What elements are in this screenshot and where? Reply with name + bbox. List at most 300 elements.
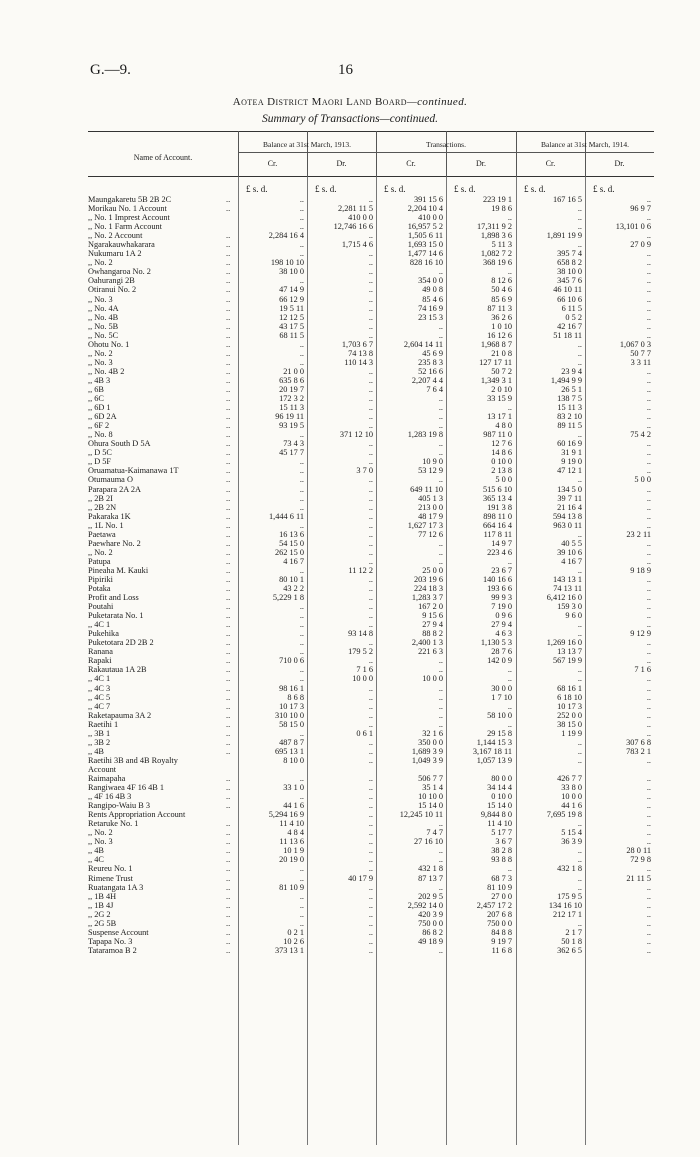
amount-cell-c2: 49 0 8 [422, 285, 443, 295]
table-row [88, 385, 654, 394]
amount-cell-d3: .. [646, 755, 651, 765]
table-row [88, 195, 654, 204]
amount-cell-c3: .. [577, 529, 582, 539]
account-name: Paetawa [88, 529, 116, 539]
amount-cell-c1: 198 10 10 [270, 258, 304, 268]
amount-cell-c1: .. [299, 520, 304, 530]
amount-cell-c2: .. [438, 439, 443, 449]
amount-cell-c1: .. [299, 502, 304, 512]
table-row [88, 620, 654, 629]
amount-cell-d3: .. [646, 810, 651, 820]
amount-cell-c1: 310 10 0 [274, 710, 304, 720]
leader-dots: .. [226, 918, 231, 928]
amount-cell-d2: 50 4 6 [491, 285, 512, 295]
leader-dots: .. [226, 448, 231, 458]
amount-cell-d1: .. [368, 891, 373, 901]
amount-cell-d2: 223 19 1 [482, 195, 512, 204]
cr-trans-header: Cr. [406, 159, 416, 168]
amount-cell-c1: .. [299, 357, 304, 367]
table-row [88, 937, 654, 946]
table-row [88, 702, 654, 711]
amount-cell-d2: 85 6 9 [491, 294, 512, 304]
amount-cell-c2: 202 9 5 [418, 891, 443, 901]
table-row [88, 792, 654, 801]
amount-cell-d2: 17,311 9 2 [477, 222, 512, 232]
currency-units: £ s. d. [246, 184, 268, 194]
amount-cell-d2: .. [507, 403, 512, 413]
amount-cell-c3: 68 16 1 [557, 683, 582, 693]
amount-cell-d2: 3 6 7 [495, 837, 512, 847]
account-name: Tapapa No. 3 [88, 936, 133, 946]
amount-cell-d3: .. [646, 249, 651, 259]
amount-cell-d2: 19 8 6 [491, 204, 512, 214]
table-row [88, 711, 654, 720]
amount-cell-c1: 68 11 5 [279, 330, 304, 340]
amount-cell-d3: .. [646, 647, 651, 657]
table-row [88, 611, 654, 620]
amount-cell-c1: .. [299, 918, 304, 928]
amount-cell-c1: 10 1 9 [283, 846, 304, 856]
amount-cell-d1: .. [368, 656, 373, 666]
amount-cell-c1: .. [299, 647, 304, 657]
amount-cell-d3: .. [646, 330, 651, 340]
amount-cell-d1: .. [368, 312, 373, 322]
account-name: ,, 6C [88, 394, 104, 404]
amount-cell-c3: 1,494 9 9 [550, 375, 582, 385]
table-row [88, 756, 654, 765]
table-row [88, 530, 654, 539]
amount-cell-d1: .. [368, 593, 373, 603]
amount-cell-d3: .. [646, 375, 651, 385]
amount-cell-c1: 12 12 5 [279, 312, 304, 322]
account-name: ,, 1L No. 1 [88, 520, 124, 530]
table-row [88, 539, 654, 548]
amount-cell-c1: 695 13 1 [274, 746, 304, 756]
amount-cell-d1: .. [368, 683, 373, 693]
amount-cell-d2: 87 11 3 [487, 303, 512, 313]
amount-cell-d2: 16 12 6 [487, 330, 512, 340]
account-name: ,, No. 8 [88, 430, 113, 440]
leader-dots: .. [226, 855, 231, 865]
amount-cell-d1: .. [368, 584, 373, 594]
table-row [88, 448, 654, 457]
account-name: ,, 1B 4H [88, 891, 117, 901]
amount-cell-c1: .. [299, 484, 304, 494]
amount-cell-c3: 134 5 0 [557, 484, 582, 494]
table-row [88, 819, 654, 828]
account-name: Account [88, 764, 117, 774]
currency-units: £ s. d. [454, 184, 476, 194]
amount-cell-c2: 405 1 3 [418, 493, 443, 503]
table-row [88, 548, 654, 557]
amount-cell-c3: 50 1 8 [561, 936, 582, 946]
amount-cell-d1: .. [368, 267, 373, 277]
leader-dots: .. [226, 819, 231, 829]
amount-cell-c1: .. [299, 222, 304, 232]
amount-cell-c1: .. [299, 348, 304, 358]
amount-cell-d3: .. [646, 448, 651, 458]
amount-cell-d3: 21 11 5 [626, 873, 651, 883]
amount-cell-d1: 74 13 8 [348, 348, 373, 358]
amount-cell-d1: .. [368, 746, 373, 756]
amount-cell-d2: 2 13 8 [491, 466, 512, 476]
account-name: Poutahi [88, 602, 114, 612]
amount-cell-c1: 44 1 6 [283, 801, 304, 811]
amount-cell-c1: 8 6 8 [287, 692, 304, 702]
account-name: ,, 1B 4J [88, 900, 114, 910]
amount-cell-c2: 1,283 3 7 [411, 593, 443, 603]
account-name: ,, 6B [88, 384, 104, 394]
amount-cell-c1: 96 19 11 [275, 412, 304, 422]
account-name: ,, No. 2 [88, 547, 113, 557]
amount-cell-c1: 38 10 0 [279, 267, 304, 277]
table-row [88, 267, 654, 276]
amount-cell-d2: 365 13 4 [482, 493, 512, 503]
table-row [88, 521, 654, 530]
amount-cell-c2: .. [438, 321, 443, 331]
title-main: Aotea District Maori Land Board [232, 96, 407, 108]
amount-cell-c1: .. [299, 430, 304, 440]
account-name: Paewhare No. 2 [88, 538, 141, 548]
amount-cell-d2: 80 0 0 [491, 774, 512, 783]
amount-cell-d1: 0 6 1 [356, 728, 373, 738]
table-row [88, 665, 654, 674]
amount-cell-c2: .. [438, 683, 443, 693]
table-row [88, 485, 654, 494]
amount-cell-d1: .. [368, 611, 373, 621]
amount-cell-c1: 4 8 4 [287, 828, 304, 838]
amount-cell-d3: 5 0 0 [634, 475, 651, 485]
amount-cell-d3: 783 2 1 [626, 746, 651, 756]
amount-cell-c2: 74 16 9 [418, 303, 443, 313]
amount-cell-c2: .. [438, 846, 443, 856]
leader-dots: .. [226, 502, 231, 512]
amount-cell-d2: 28 7 6 [491, 647, 512, 657]
table-row [88, 322, 654, 331]
table-row [88, 349, 654, 358]
table-row [88, 855, 654, 864]
amount-cell-d3: .. [646, 412, 651, 422]
amount-cell-c1: 20 19 7 [279, 384, 304, 394]
table-row [88, 720, 654, 729]
amount-cell-c3: 0 5 2 [565, 312, 582, 322]
amount-cell-d2: 9 19 7 [491, 936, 512, 946]
amount-cell-c3: 36 3 9 [561, 837, 582, 847]
amount-cell-d2: 38 2 8 [491, 846, 512, 856]
amount-cell-c2: 25 0 0 [422, 565, 443, 575]
amount-cell-d1: 1,715 4 6 [341, 240, 373, 250]
table-row [88, 846, 654, 855]
amount-cell-c2: 53 12 9 [418, 466, 443, 476]
amount-cell-d2: 58 10 0 [487, 710, 512, 720]
leader-dots: .. [226, 701, 231, 711]
amount-cell-d3: .. [646, 584, 651, 594]
leader-dots: .. [226, 375, 231, 385]
amount-cell-c3: 5 15 4 [561, 828, 582, 838]
amount-cell-c2: 10 0 0 [422, 674, 443, 684]
leader-dots: .. [226, 565, 231, 575]
amount-cell-c3: .. [577, 565, 582, 575]
amount-cell-c1: 81 10 9 [279, 882, 304, 892]
amount-cell-c1: .. [299, 204, 304, 214]
amount-cell-c2: .. [438, 448, 443, 458]
amount-cell-d2: 1 0 10 [491, 321, 512, 331]
leader-dots: .. [226, 746, 231, 756]
amount-cell-d1: .. [368, 511, 373, 521]
amount-cell-c3: .. [577, 819, 582, 829]
amount-cell-c2: .. [438, 538, 443, 548]
amount-cell-c1: 10 17 3 [279, 701, 304, 711]
amount-cell-d3: .. [646, 285, 651, 295]
leader-dots: .. [226, 538, 231, 548]
amount-cell-c3: 1,269 16 0 [546, 638, 582, 648]
table-row [88, 783, 654, 792]
leader-dots: .. [226, 792, 231, 802]
amount-cell-c1: 93 19 5 [279, 421, 304, 431]
amount-cell-c1: 16 13 6 [279, 529, 304, 539]
account-name: ,, 4C [88, 855, 104, 865]
leader-dots: .. [226, 258, 231, 268]
amount-cell-c1: .. [299, 213, 304, 223]
amount-cell-c1: .. [299, 240, 304, 250]
amount-cell-d2: 11 4 10 [487, 819, 512, 829]
account-name: Raetihi 3B and 4B Royalty [88, 755, 178, 765]
amount-cell-d3: .. [646, 421, 651, 431]
amount-cell-d1: .. [368, 195, 373, 204]
amount-cell-d1: .. [368, 375, 373, 385]
table-header [88, 131, 654, 177]
amount-cell-c2: 1,693 15 0 [407, 240, 443, 250]
leader-dots: .. [226, 783, 231, 793]
amount-cell-d3: 9 12 9 [630, 629, 651, 639]
amount-cell-c3: .. [577, 339, 582, 349]
amount-cell-d2: 140 16 6 [482, 574, 512, 584]
amount-cell-d1: .. [368, 421, 373, 431]
account-name: Pineaha M. Kauki [88, 565, 149, 575]
amount-cell-d3: .. [646, 520, 651, 530]
amount-cell-c1: 5,294 16 9 [268, 810, 304, 820]
leader-dots: .. [226, 384, 231, 394]
table-row [88, 258, 654, 267]
account-name: Oahurangi 2B [88, 276, 135, 286]
amount-cell-c1: 45 17 7 [279, 448, 304, 458]
leader-dots: .. [226, 846, 231, 856]
amount-cell-d3: .. [646, 267, 651, 277]
amount-cell-d1: .. [368, 448, 373, 458]
amount-cell-d3: 72 9 8 [630, 855, 651, 865]
amount-cell-c2: 45 6 9 [422, 348, 443, 358]
table-row [88, 656, 654, 665]
amount-cell-d3: .. [646, 792, 651, 802]
account-name: Profit and Loss [88, 593, 139, 603]
account-name: ,, No. 2 [88, 828, 113, 838]
table-row [88, 828, 654, 837]
table-row [88, 240, 654, 249]
account-name: Reureu No. 1 [88, 864, 133, 874]
document-reference: G.—9. [90, 62, 131, 78]
amount-cell-d3: 28 0 11 [626, 846, 651, 856]
amount-cell-d3: .. [646, 674, 651, 684]
amount-cell-d2: 664 16 4 [482, 520, 512, 530]
table-row [88, 430, 654, 439]
amount-cell-c2: 9 15 6 [422, 611, 443, 621]
amount-cell-c1: 66 12 9 [279, 294, 304, 304]
amount-cell-d3: .. [646, 936, 651, 946]
amount-cell-d3: .. [646, 303, 651, 313]
amount-cell-d3: 3 3 11 [630, 357, 651, 367]
amount-cell-d3: 75 4 2 [630, 430, 651, 440]
amount-cell-d3: .. [646, 276, 651, 286]
leader-dots: .. [226, 475, 231, 485]
amount-cell-c3: 46 10 11 [553, 285, 582, 295]
amount-cell-c2: 354 0 0 [418, 276, 443, 286]
amount-cell-d1: .. [368, 574, 373, 584]
amount-cell-d1: .. [368, 855, 373, 865]
table-row [88, 376, 654, 385]
amount-cell-d2: 2,457 17 2 [476, 900, 512, 910]
amount-cell-c3: 83 2 10 [557, 412, 582, 422]
leader-dots: .. [226, 195, 231, 204]
account-name: ,, 6D 2A [88, 412, 117, 422]
amount-cell-c3: 60 16 9 [557, 439, 582, 449]
amount-cell-d1: .. [368, 249, 373, 259]
amount-cell-d2: 2 0 10 [491, 384, 512, 394]
amount-cell-d1: 40 17 9 [348, 873, 373, 883]
amount-cell-d1: 2,281 11 5 [338, 204, 373, 214]
amount-cell-c3: .. [577, 755, 582, 765]
amount-cell-d2: 1 7 10 [491, 692, 512, 702]
currency-units: £ s. d. [384, 184, 406, 194]
amount-cell-d1: .. [368, 620, 373, 630]
amount-cell-d3: .. [646, 547, 651, 557]
account-name: Puketotara 2D 2B 2 [88, 638, 154, 648]
amount-cell-c3: 395 7 4 [557, 249, 582, 259]
account-name: ,, No. 1 Imprest Account [88, 213, 170, 223]
table-body [88, 195, 654, 955]
amount-cell-d1: .. [368, 737, 373, 747]
amount-cell-d1: .. [368, 303, 373, 313]
account-name: ,, 4C 7 [88, 701, 111, 711]
amount-cell-d3: .. [646, 366, 651, 376]
account-name: ,, 4F 16 4B 3 [88, 792, 132, 802]
amount-cell-c1: 33 1 0 [283, 783, 304, 793]
amount-cell-d2: 81 10 9 [487, 882, 512, 892]
leader-dots: .. [226, 692, 231, 702]
amount-cell-c1: 80 10 1 [279, 574, 304, 584]
amount-cell-c1: .. [299, 864, 304, 874]
amount-cell-d1: .. [368, 547, 373, 557]
leader-dots: .. [226, 339, 231, 349]
table-row [88, 358, 654, 367]
amount-cell-c2: 86 8 2 [422, 927, 443, 937]
table-row [88, 475, 654, 484]
leader-dots: .. [226, 891, 231, 901]
amount-cell-d2: 0 9 6 [495, 611, 512, 621]
amount-cell-d3: .. [646, 611, 651, 621]
amount-cell-c2: 2,604 14 11 [403, 339, 443, 349]
amount-cell-c1: 20 19 0 [279, 855, 304, 865]
leader-dots: .. [226, 882, 231, 892]
amount-cell-c2: 213 0 0 [418, 502, 443, 512]
amount-cell-d1: .. [368, 900, 373, 910]
leader-dots: .. [226, 330, 231, 340]
account-name: ,, 4B [88, 846, 104, 856]
amount-cell-c1: .. [299, 909, 304, 919]
table-row [88, 901, 654, 910]
amount-cell-d1: .. [368, 936, 373, 946]
table-row [88, 684, 654, 693]
amount-cell-d1: .. [368, 529, 373, 539]
amount-cell-d3: .. [646, 891, 651, 901]
account-name: ,, 3B 2 [88, 737, 111, 747]
amount-cell-c2: 391 15 6 [413, 195, 443, 204]
amount-cell-d3: 307 6 8 [626, 737, 651, 747]
amount-cell-d1: .. [368, 864, 373, 874]
amount-cell-d3: 1,067 0 3 [619, 339, 651, 349]
leader-dots: .. [226, 611, 231, 621]
amount-cell-c2: 27 16 10 [413, 837, 443, 847]
amount-cell-c3: 40 5 5 [561, 538, 582, 548]
amount-cell-c3: .. [577, 846, 582, 856]
leader-dots: .. [226, 457, 231, 467]
amount-cell-d1: .. [368, 394, 373, 404]
amount-cell-d3: .. [646, 384, 651, 394]
table-row [88, 331, 654, 340]
leader-dots: .. [226, 276, 231, 286]
amount-cell-c2: 506 7 7 [418, 774, 443, 783]
amount-cell-c1: 19 5 11 [279, 303, 304, 313]
amount-cell-c3: 13 13 7 [557, 647, 582, 657]
leader-dots: .. [226, 294, 231, 304]
amount-cell-d1: .. [368, 692, 373, 702]
amount-cell-d3: .. [646, 828, 651, 838]
amount-cell-c2: 420 3 9 [418, 909, 443, 919]
amount-cell-c3: 2 1 7 [565, 927, 582, 937]
account-name: Rakautaua 1A 2B [88, 665, 147, 675]
amount-cell-c2: 235 8 3 [418, 357, 443, 367]
amount-cell-c3: 51 18 11 [553, 330, 582, 340]
amount-cell-c1: .. [299, 457, 304, 467]
amount-cell-d1: .. [368, 909, 373, 919]
amount-cell-d3: 13,101 0 6 [615, 222, 651, 232]
table-row [88, 457, 654, 466]
amount-cell-d2: 987 11 0 [483, 430, 512, 440]
amount-cell-d2: 30 0 0 [491, 683, 512, 693]
amount-cell-c2: 15 14 0 [418, 801, 443, 811]
amount-cell-c2: 2,207 4 4 [411, 375, 443, 385]
amount-cell-c2: .. [438, 421, 443, 431]
amount-cell-d2: .. [507, 674, 512, 684]
amount-cell-d2: .. [507, 665, 512, 675]
amount-cell-c2: 52 16 6 [418, 366, 443, 376]
amount-cell-c3: .. [577, 620, 582, 630]
table-row [88, 222, 654, 231]
amount-cell-c2: .. [438, 882, 443, 892]
account-name: Potaka [88, 584, 111, 594]
amount-cell-c3: 212 17 1 [552, 909, 582, 919]
account-name: Puketarata No. 1 [88, 611, 144, 621]
amount-cell-d3: 50 7 7 [630, 348, 651, 358]
amount-cell-c1: .. [299, 565, 304, 575]
account-name: Raetihi 1 [88, 719, 119, 729]
amount-cell-c3: 658 8 2 [557, 258, 582, 268]
amount-cell-c1: 172 3 2 [279, 394, 304, 404]
amount-cell-c2: 12,245 10 11 [399, 810, 443, 820]
leader-dots: .. [226, 900, 231, 910]
transactions-header: Transactions. [426, 140, 466, 149]
balance-1914-header: Balance at 31st March, 1914. [541, 140, 629, 149]
amount-cell-c2: 10 10 0 [418, 792, 443, 802]
